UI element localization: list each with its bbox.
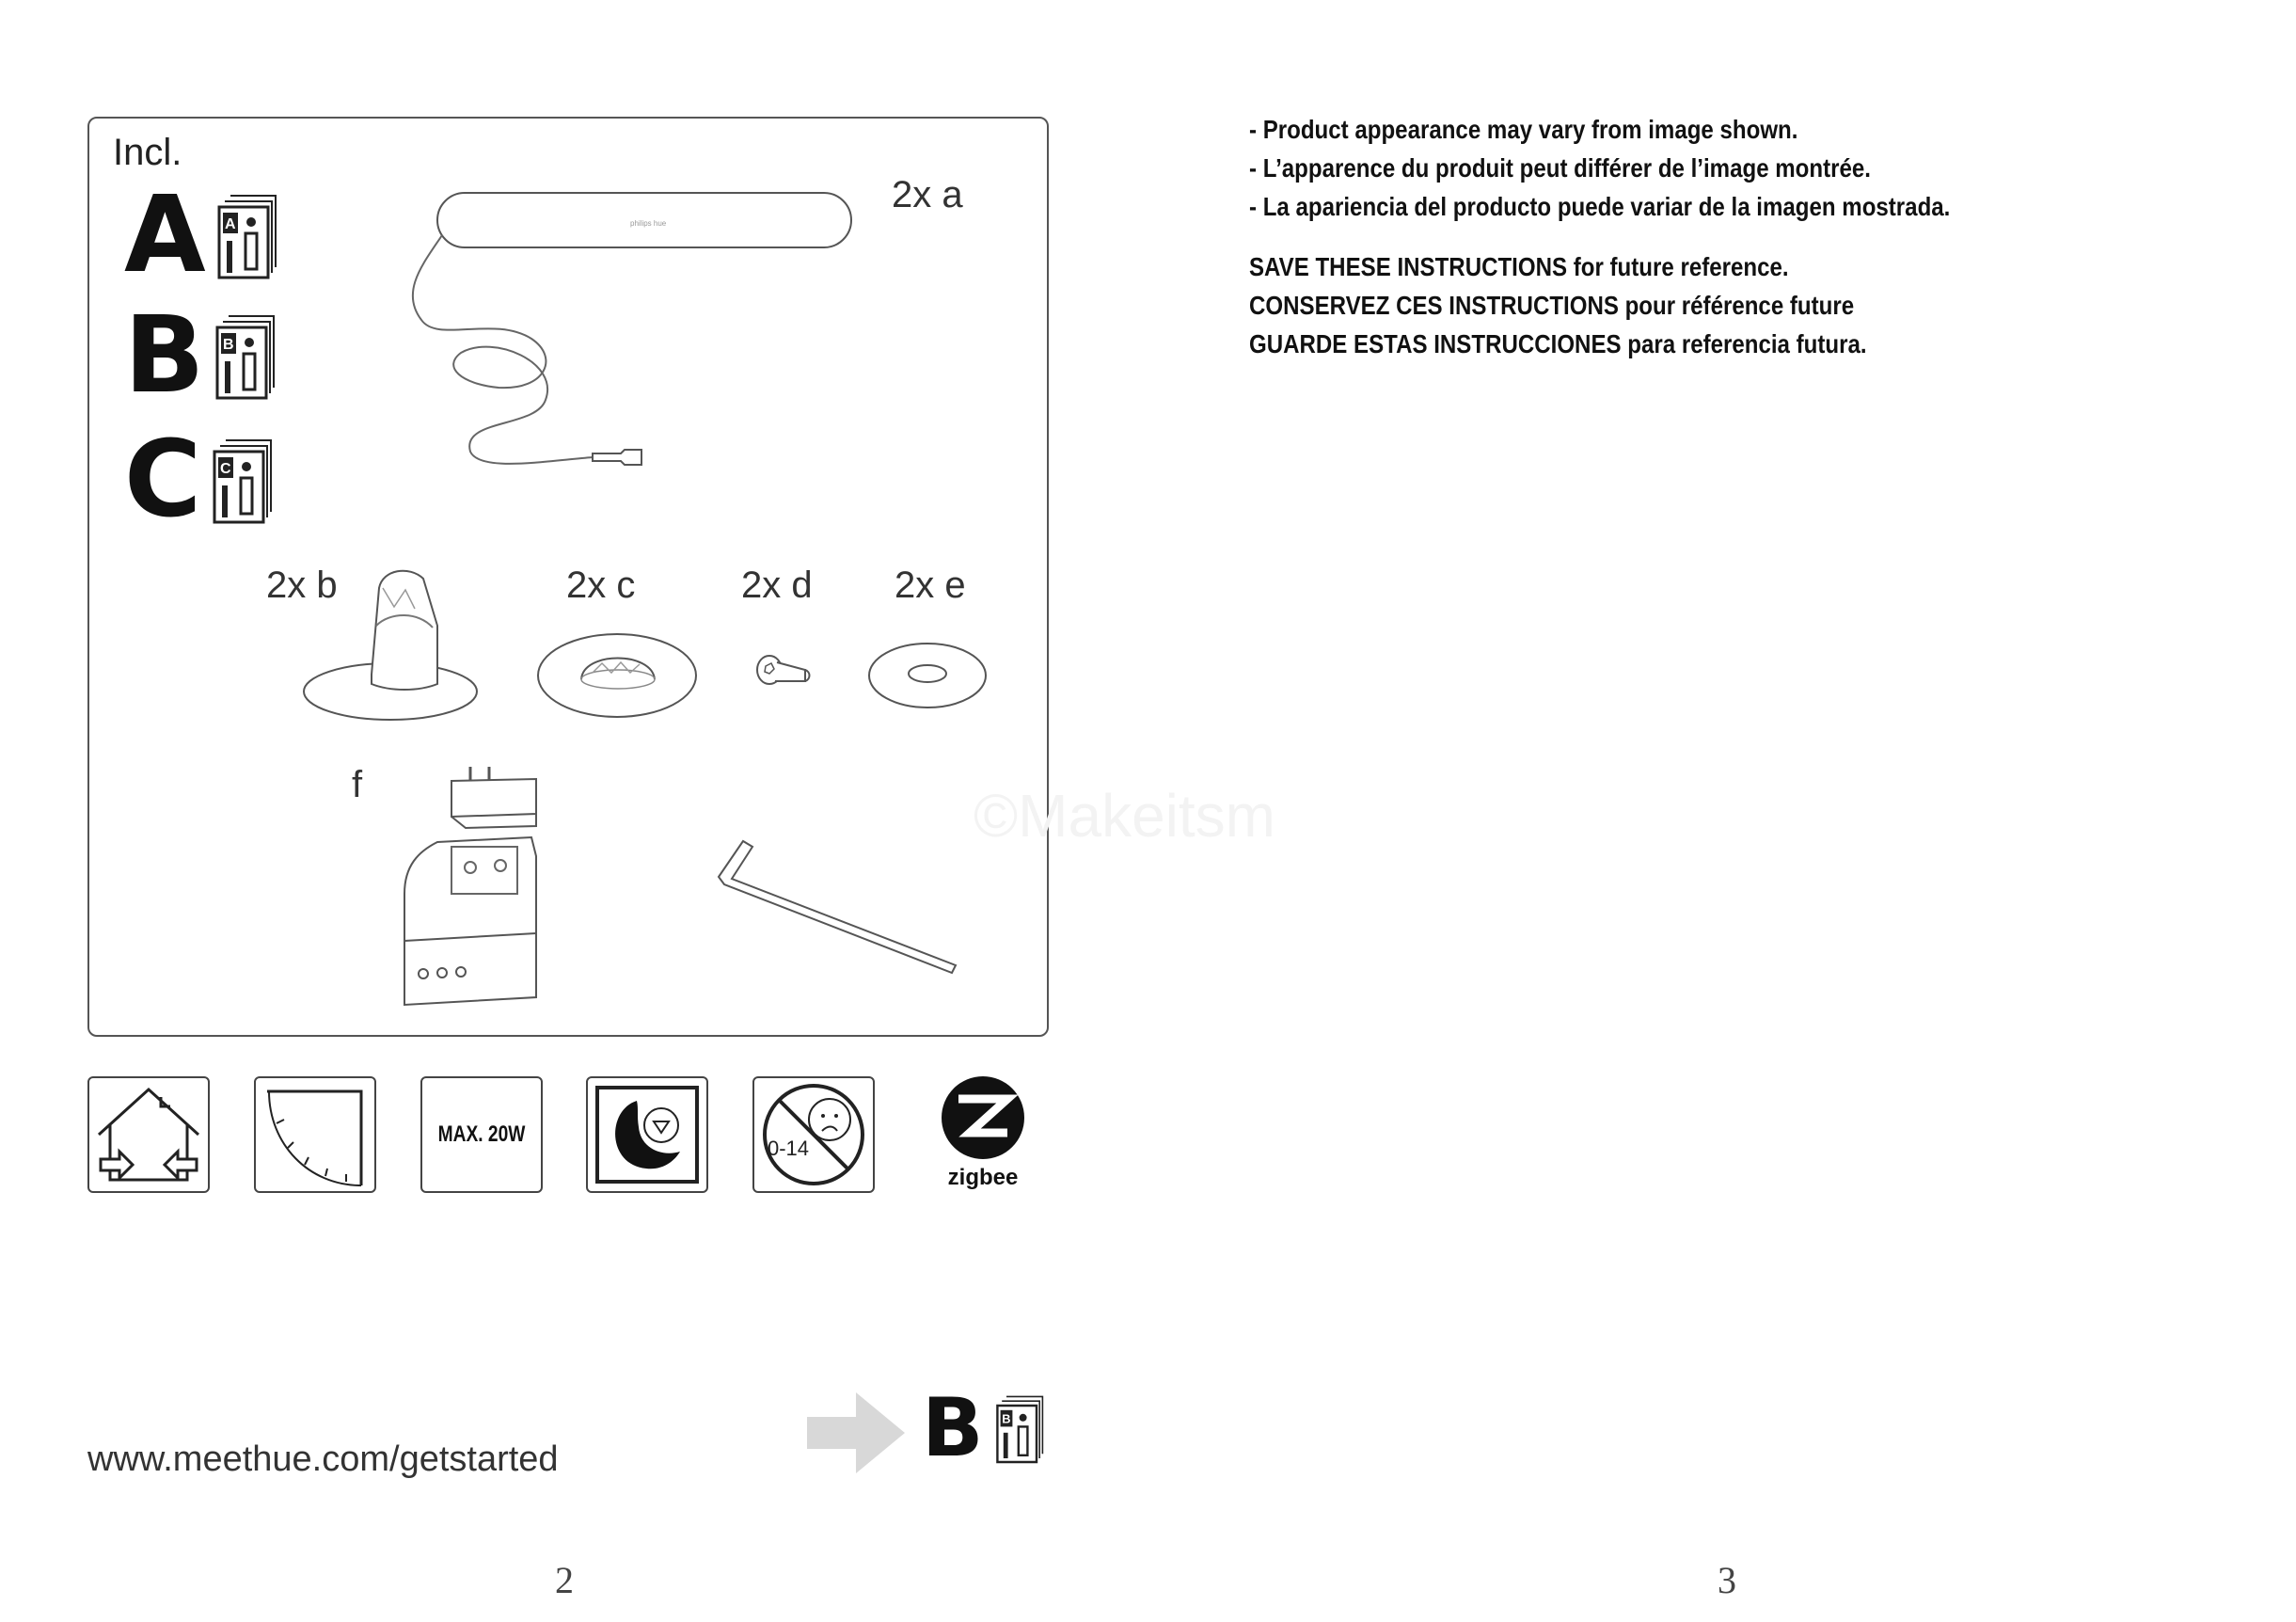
- save-rest: para referencia futura.: [1621, 329, 1867, 358]
- svg-text:B: B: [223, 337, 234, 353]
- zigbee-icon: [936, 1074, 1030, 1161]
- save-bold: GUARDE ESTAS INSTRUCCIONES: [1249, 329, 1622, 358]
- page-number-right: 3: [1718, 1559, 1736, 1601]
- zigbee-logo: [936, 1074, 1030, 1197]
- save-rest: for future reference.: [1567, 252, 1789, 281]
- page-number-left: 2: [555, 1559, 574, 1601]
- age-warning-text: 0-14: [768, 1137, 810, 1160]
- save-bold: SAVE THESE INSTRUCTIONS: [1249, 252, 1568, 281]
- save-bold: CONSERVEZ CES INSTRUCTIONS: [1249, 291, 1619, 320]
- manual-letter-c: C: [124, 419, 202, 541]
- max-wattage-icon: [420, 1076, 543, 1193]
- part-a-label: 2x a: [892, 174, 963, 215]
- manual-booklet-icon: [207, 433, 273, 527]
- manual-letter-a: A: [124, 174, 206, 296]
- part-c-label: 2x c: [566, 565, 636, 606]
- manual-a-row: [124, 174, 277, 296]
- max-wattage-label: MAX. 20W: [437, 1121, 526, 1147]
- disclaimer-fr: - L’apparence du produit peut différer de l’image montrée.: [1249, 153, 1871, 183]
- mount-disc-illustration: [534, 621, 704, 724]
- save-rest: pour référence future: [1618, 291, 1855, 320]
- watermark: ©Makeitsm: [974, 782, 1275, 850]
- part-e-label: 2x e: [895, 565, 966, 606]
- next-manual-letter: B: [922, 1381, 984, 1475]
- next-manual-b: [922, 1381, 1044, 1475]
- svg-text:A: A: [224, 216, 236, 232]
- manual-letter-b: B: [124, 294, 205, 417]
- indoor-use-icon: [87, 1076, 210, 1193]
- incl-label: Incl.: [113, 132, 182, 173]
- washer-illustration: [865, 640, 992, 715]
- manual-b-row: [124, 294, 276, 417]
- manual-booklet-icon: [212, 188, 277, 282]
- child-warning-icon: [752, 1076, 875, 1193]
- part-b-label: 2x b: [266, 565, 338, 606]
- svg-text:philips hue: philips hue: [630, 219, 667, 228]
- manual-booklet-icon: [991, 1391, 1044, 1466]
- disclaimer-en: - Product appearance may vary from image shown.: [1249, 115, 1798, 144]
- dimmable-icon: [586, 1076, 708, 1193]
- save-instructions-es: [1249, 329, 1867, 359]
- part-d-label: 2x d: [741, 565, 813, 606]
- light-bar-illustration: [404, 179, 875, 517]
- manual-c-row: [124, 419, 273, 541]
- power-adapter-illustration: [395, 762, 564, 1016]
- save-instructions-en: [1249, 252, 1789, 282]
- screw-illustration: [752, 649, 818, 696]
- beam-angle-icon: [254, 1076, 376, 1193]
- stand-base-illustration: [296, 560, 513, 729]
- save-instructions-fr: [1249, 291, 1854, 321]
- disclaimer-es: - La apariencia del producto puede variar de la imagen mostrada.: [1249, 192, 1951, 221]
- getstarted-url[interactable]: www.meethue.com/getstarted: [87, 1439, 559, 1479]
- manual-booklet-icon: [210, 309, 276, 403]
- allen-key-illustration: [715, 835, 969, 977]
- arrow-right-icon: [807, 1391, 907, 1475]
- svg-text:C: C: [220, 461, 231, 477]
- part-f-label: f: [352, 764, 363, 805]
- svg-text:B: B: [1001, 1411, 1011, 1426]
- zigbee-text: zigbee: [947, 1165, 1019, 1190]
